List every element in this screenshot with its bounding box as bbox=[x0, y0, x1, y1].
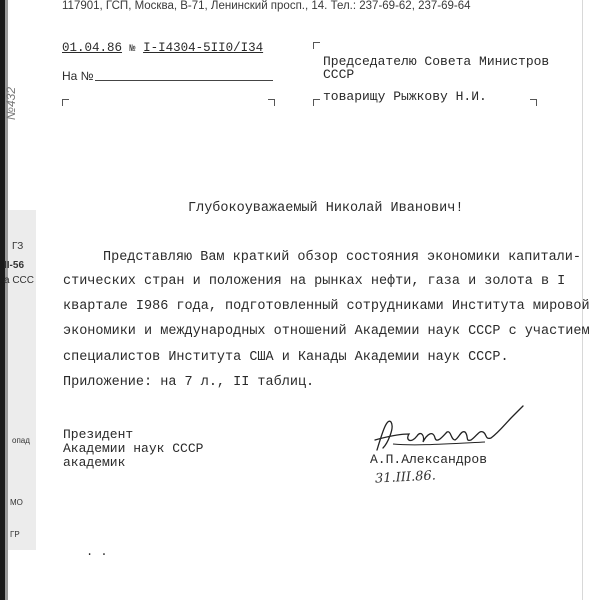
reply-to-label: На № bbox=[62, 69, 94, 83]
registration-number: I-I4304-5II0/I34 bbox=[143, 41, 264, 55]
registration-date: 01.04.86 bbox=[62, 41, 123, 55]
margin-mark-3: а ССС bbox=[4, 275, 35, 286]
margin-mark-5: МО bbox=[10, 498, 23, 507]
bracket-left-bottom-2 bbox=[268, 99, 275, 106]
bracket-right-bottom-2 bbox=[530, 99, 537, 106]
signatory-title-1: Президент bbox=[63, 427, 134, 442]
reply-to-line bbox=[95, 80, 273, 81]
number-sign: № bbox=[129, 44, 136, 55]
margin-mark-4: опад bbox=[12, 436, 30, 445]
header-address: 117901, ГСП, Москва, В-71, Ленинский просп., 14. Тел.: 237-69-62, 237-69-64 bbox=[62, 0, 471, 12]
body-line-1: Представляю Вам краткий обзор состояния экономики капитали- bbox=[103, 250, 581, 265]
salutation: Глубокоуважаемый Николай Иванович! bbox=[188, 201, 464, 216]
margin-mark-6: ГР bbox=[10, 530, 20, 539]
margin-vertical-note: №432 bbox=[4, 86, 18, 120]
margin-mark-1: ГЗ bbox=[12, 241, 24, 252]
footer-dots: . . bbox=[86, 545, 108, 559]
bracket-right-bottom-1 bbox=[313, 99, 320, 106]
addressee-line-3: товарищу Рыжкову Н.И. bbox=[323, 89, 487, 104]
bracket-right-top bbox=[313, 42, 320, 49]
margin-mark-2: II-56 bbox=[4, 260, 25, 271]
body-line-4: экономики и международных отношений Академии наук СССР с участием bbox=[63, 324, 590, 339]
body-line-2: стических стран и положения на рынках нефти, газа и золота в I bbox=[63, 274, 566, 289]
handwritten-signature bbox=[365, 400, 535, 460]
body-line-6: Приложение: на 7 л., II таблиц. bbox=[63, 375, 315, 390]
body-line-3: квартале I986 года, подготовленный сотрудниками Института мировой bbox=[63, 299, 590, 314]
handwritten-date: 31.III.86. bbox=[374, 468, 437, 487]
addressee-line-2: СССР bbox=[323, 67, 355, 82]
signatory-title-2: Академии наук СССР bbox=[63, 441, 204, 456]
signatory-name: А.П.Александров bbox=[370, 452, 488, 467]
signatory-title-3: академик bbox=[63, 455, 126, 470]
registration-line bbox=[62, 41, 263, 55]
bracket-left-bottom-1 bbox=[62, 99, 69, 106]
addressee-line-1: Председателю Совета Министров bbox=[323, 54, 550, 69]
body-line-5: специалистов Института США и Канады Академии наук СССР. bbox=[63, 350, 509, 365]
